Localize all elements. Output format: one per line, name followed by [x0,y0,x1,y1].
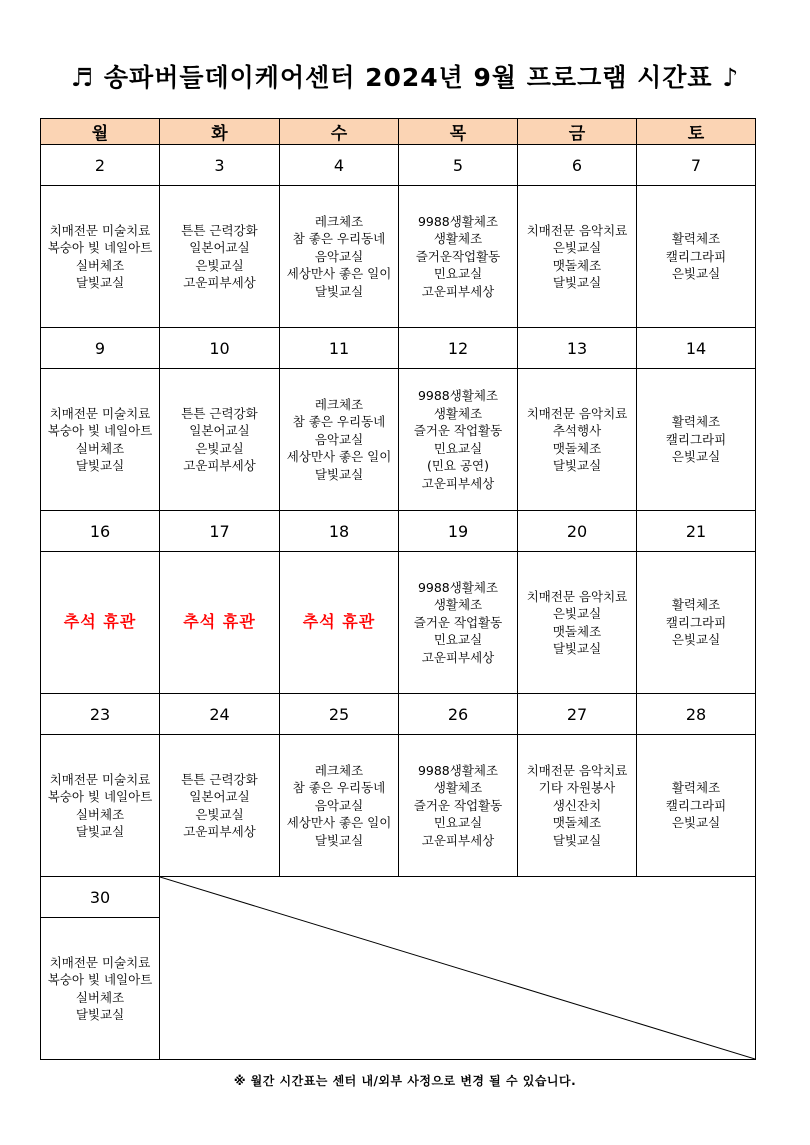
program-item: 민요교실 [433,815,483,831]
program-item: 튼튼 근력강화 [181,771,258,787]
date-cell: 25 [280,694,399,735]
program-item: 9988생활체조 [417,762,499,778]
program-cell [518,369,637,511]
program-item: 민요교실 [433,440,483,456]
program-item: 일본어교실 [189,423,250,438]
program-item: 레크체조 [314,762,364,778]
program-item: 달빛교실 [314,832,364,848]
diagonal-line [160,877,755,1059]
program-item: 은빛교실 [552,606,602,621]
date-cell: 13 [518,328,637,369]
program-item: 캘리그라피 [665,248,727,264]
program-cell [41,186,160,328]
program-item: 달빛교실 [552,641,602,656]
program-cell [280,369,399,511]
program-item: 튼튼 근력강화 [181,405,258,421]
program-row [41,369,756,511]
program-item: 달빛교실 [75,824,125,839]
date-cell: 10 [160,328,280,369]
program-cell [637,186,756,328]
program-row [41,186,756,328]
program-item: 생활체조 [433,780,483,796]
program-cell [399,552,518,694]
program-item: 달빛교실 [75,1007,125,1022]
program-item: 달빛교실 [552,275,602,290]
program-item: 즐거운 작업활동 [413,797,503,813]
program-cell [637,369,756,511]
program-item: 활력체조 [671,231,721,247]
program-item: 캘리그라피 [665,797,727,813]
program-item: 고운피부세상 [421,475,495,491]
program-item: 치매전문 음악치료 [526,405,628,421]
program-cell [518,552,637,694]
program-item: 민요교실 [433,266,483,282]
date-cell: 6 [518,145,637,186]
program-item: 일본어교실 [189,789,250,804]
program-item: 치매전문 미술치료 [49,954,151,970]
program-cell [160,552,280,694]
program-item: 은빛교실 [671,815,721,831]
date-row [41,694,756,735]
program-item: 일본어교실 [189,240,250,255]
program-item: 고운피부세상 [421,283,495,299]
weekday-header: 월 [41,119,160,145]
program-item: 생활체조 [433,597,483,613]
holiday-label: 추석 휴관 [183,612,256,632]
program-item: 실버체조 [75,257,125,273]
date-cell: 18 [280,511,399,552]
date-cell: 19 [399,511,518,552]
date-cell: 23 [41,694,160,735]
schedule-table [40,118,756,1060]
page-title: ♬ 송파버들데이케어센터 2024년 9월 프로그램 시간표 ♪ [70,63,740,92]
program-item: 은빛교실 [195,257,244,273]
program-item: 달빛교실 [75,275,125,290]
date-cell: 21 [637,511,756,552]
program-item: 참 좋은 우리동네 [292,780,386,796]
program-item: 은빛교실 [195,440,244,456]
date-cell: 16 [41,511,160,552]
program-item: 치매전문 음악치료 [526,762,628,778]
program-item: 레크체조 [314,396,364,412]
program-item: 복숭아 빛 네일아트 [47,789,153,804]
program-item: 추석행사 [552,423,602,438]
program-item: 세상만사 좋은 일이 [286,266,392,282]
program-cell [637,552,756,694]
program-item: 치매전문 음악치료 [526,222,628,238]
program-cell [399,735,518,877]
program-item: 활력체조 [671,780,721,796]
program-item: 생활체조 [433,405,483,421]
program-item: (민요 공연) [426,458,490,473]
program-cell [280,552,399,694]
program-item: 은빛교실 [195,806,244,822]
program-item: 맷돌체조 [552,623,602,639]
program-item: 은빛교실 [552,240,602,255]
program-item: 생신잔치 [552,797,602,813]
weekday-header-row [41,119,756,145]
program-item: 레크체조 [314,213,364,229]
program-item: 복숭아 빛 네일아트 [47,240,153,255]
program-item: 은빛교실 [671,266,721,282]
date-cell: 30 [41,877,160,918]
program-item: 맷돌체조 [552,440,602,456]
date-cell: 7 [637,145,756,186]
program-item: 고운피부세상 [421,832,495,848]
date-cell: 9 [41,328,160,369]
program-item: 음악교실 [314,431,364,447]
program-item: 즐거운 작업활동 [413,423,503,438]
program-item: 9988생활체조 [417,579,499,595]
holiday-label: 추석 휴관 [302,612,376,632]
weekday-header: 화 [160,119,280,145]
weekday-header: 토 [637,119,756,145]
program-item: 9988생활체조 [417,388,499,403]
program-item: 활력체조 [671,414,721,430]
date-cell: 2 [41,145,160,186]
holiday-label: 추석 휴관 [63,612,137,632]
program-cell [41,735,160,877]
program-item: 복숭아 빛 네일아트 [47,423,153,438]
program-item: 튼튼 근력강화 [181,222,258,238]
date-cell: 17 [160,511,280,552]
program-cell [399,369,518,511]
program-cell [637,735,756,877]
date-row [41,145,756,186]
program-item: 음악교실 [314,797,364,813]
program-item: 고운피부세상 [421,649,495,665]
weekday-header: 목 [399,119,518,145]
date-row [41,877,756,918]
date-cell: 5 [399,145,518,186]
program-item: 생활체조 [433,231,483,247]
date-cell: 3 [160,145,280,186]
program-item: 치매전문 미술치료 [49,222,151,238]
program-item: 달빛교실 [314,466,364,482]
program-item: 달빛교실 [75,458,125,473]
program-cell [160,735,280,877]
program-item: 달빛교실 [552,458,602,473]
program-item: 맷돌체조 [552,257,602,273]
footnote: ※ 월간 시간표는 센터 내/외부 사정으로 변경 될 수 있습니다. [233,1074,577,1088]
weekday-header: 금 [518,119,637,145]
program-item: 9988생활체조 [417,213,499,229]
program-row [41,552,756,694]
program-item: 치매전문 미술치료 [49,771,151,787]
program-cell [41,552,160,694]
program-item: 치매전문 음악치료 [526,588,628,604]
program-item: 참 좋은 우리동네 [292,231,386,247]
program-cell [518,735,637,877]
program-cell [160,369,280,511]
date-row [41,511,756,552]
program-cell [41,918,160,1060]
program-item: 실버체조 [75,806,125,822]
program-item: 은빛교실 [671,632,721,648]
program-item: 캘리그라피 [665,431,727,447]
program-cell [399,186,518,328]
date-cell: 28 [637,694,756,735]
program-item: 기타 자원봉사 [538,780,616,796]
program-item: 즐거운 작업활동 [413,614,503,630]
date-cell: 14 [637,328,756,369]
program-item: 민요교실 [433,632,483,648]
program-item: 실버체조 [75,989,125,1005]
program-item: 세상만사 좋은 일이 [286,449,392,465]
program-item: 은빛교실 [671,449,721,465]
program-cell [280,186,399,328]
program-item: 맷돌체조 [552,815,602,831]
program-item: 캘리그라피 [665,614,727,630]
date-cell: 20 [518,511,637,552]
program-cell [41,369,160,511]
program-item: 세상만사 좋은 일이 [286,815,392,831]
date-cell: 12 [399,328,518,369]
weekday-header: 수 [280,119,399,145]
empty-area [160,877,756,1060]
program-cell [280,735,399,877]
program-item: 달빛교실 [314,283,364,299]
program-cell [518,186,637,328]
date-cell: 26 [399,694,518,735]
program-item: 참 좋은 우리동네 [292,414,386,430]
program-row [41,735,756,877]
program-item: 고운피부세상 [183,824,256,839]
program-item: 달빛교실 [552,832,602,848]
date-cell: 4 [280,145,399,186]
program-item: 음악교실 [314,248,364,264]
date-cell: 27 [518,694,637,735]
program-item: 고운피부세상 [183,275,256,290]
program-item: 활력체조 [671,597,721,613]
program-cell [160,186,280,328]
date-cell: 24 [160,694,280,735]
program-item: 치매전문 미술치료 [49,405,151,421]
program-item: 복숭아 빛 네일아트 [47,972,153,987]
program-item: 실버체조 [75,440,125,456]
date-cell: 11 [280,328,399,369]
program-item: 고운피부세상 [183,458,256,473]
program-item: 즐거운작업활동 [415,248,501,264]
date-row [41,328,756,369]
